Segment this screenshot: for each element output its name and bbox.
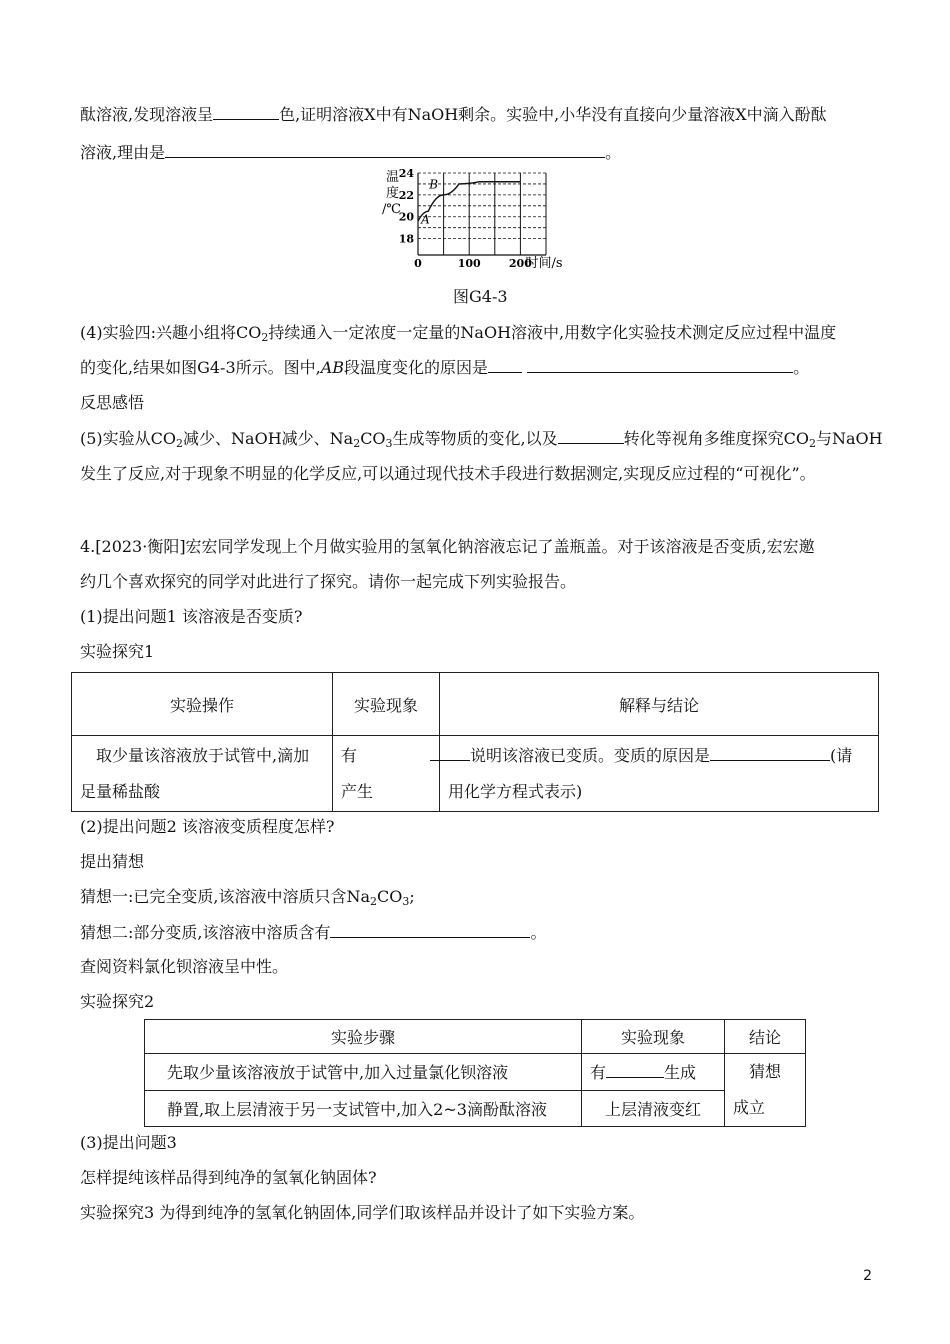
subscript: 2 (176, 437, 184, 450)
p4-line-1: 4.[2023·衡阳]宏宏同学发现上个月做实验用的氢氧化钠溶液忘记了盖瓶盖。对于该溶液是否变质,宏宏邀 (80, 537, 815, 556)
reflection-line-2: 发生了反应,对于现象不明显的化学反应,可以通过现代技术手段进行数据测定,实现反应过程的“可视化”。 (80, 464, 816, 483)
table-header: 实验操作 (72, 673, 333, 736)
table-1 (71, 672, 879, 812)
text: 色,证明溶液X中有NaOH剩余。实验中,小华没有直接向少量溶液X中滴入酚酞 (279, 105, 827, 124)
y-tick-label: 20 (398, 210, 414, 224)
text: ; (409, 887, 415, 906)
text: 有 (341, 745, 358, 765)
answer-blank[interactable] (430, 744, 470, 761)
guess-2 (80, 921, 547, 944)
text: 减少、NaOH减少、Na (183, 429, 354, 448)
subscript: 2 (353, 437, 361, 450)
answer-blank[interactable] (527, 356, 793, 373)
table-cell-conclusion (440, 736, 879, 812)
table-cell-step: 先取少量该溶液放于试管中,加入过量氯化钡溶液 (145, 1054, 582, 1091)
table-header-row (145, 1020, 806, 1054)
figure-caption: 图G4-3 (453, 287, 508, 306)
text: 说明该溶液已变质。变质的原因是 (470, 745, 711, 765)
table-2 (144, 1019, 806, 1127)
text: 有 (590, 1063, 607, 1083)
y-tick-label: 24 (398, 167, 414, 180)
text: 生成 (664, 1063, 697, 1083)
point-label-b: B (429, 177, 439, 192)
y-tick-label: 18 (398, 232, 414, 246)
intro-line-2 (80, 141, 621, 164)
q4-line-2 (80, 356, 809, 379)
answer-blank[interactable] (558, 427, 624, 444)
answer-blank[interactable] (606, 1061, 664, 1078)
text: 段温度变化的原因是 (344, 358, 489, 377)
table-cell-phenomenon: 上层清液变红 (582, 1090, 725, 1127)
answer-blank[interactable] (710, 744, 830, 761)
p4-q1: (1)提出问题1 该溶液是否变质? (80, 607, 303, 626)
subscript: 3 (402, 895, 410, 908)
text: 。 (605, 143, 622, 162)
text: CO (377, 887, 403, 906)
table-row (145, 1054, 806, 1091)
text: 生成等物质的变化,以及 (392, 429, 558, 448)
p4-explore3: 实验探究3 为得到纯净的氢氧化钠固体,同学们取该样品并设计了如下实验方案。 (80, 1203, 645, 1222)
table-row (72, 736, 879, 812)
page-number: 2 (863, 1268, 872, 1284)
text: (请 (830, 745, 853, 765)
x-tick-label: 100 (457, 257, 481, 270)
info-line: 查阅资料氯化钡溶液呈中性。 (80, 957, 289, 976)
table-header: 实验现象 (582, 1020, 725, 1054)
p4-line-2: 约几个喜欢探究的同学对此进行了探究。请你一起完成下列实验报告。 (80, 572, 577, 591)
text: (4)实验四:兴趣小组将CO (80, 323, 262, 342)
answer-blank[interactable] (488, 356, 522, 373)
table-cell-operation (72, 736, 333, 812)
p4-explore1: 实验探究1 (80, 642, 155, 661)
text: 。 (530, 923, 547, 942)
y-tick-label: 22 (398, 188, 414, 202)
answer-blank[interactable] (213, 103, 279, 120)
text: 取少量该溶液放于试管中,滴加 (96, 745, 310, 765)
y-axis-label: 温 (386, 170, 400, 185)
table-header: 结论 (725, 1020, 806, 1054)
guess-heading: 提出猜想 (80, 852, 145, 871)
x-tick-label: 0 (414, 257, 422, 270)
reflection-line-1 (80, 427, 883, 455)
answer-blank[interactable] (165, 141, 605, 158)
subscript: 2 (370, 895, 378, 908)
y-axis-label: 度 (386, 186, 400, 201)
subscript: 2 (809, 437, 817, 450)
text: 猜想二:部分变质,该溶液中溶质含有 (80, 923, 331, 942)
text: CO (360, 429, 386, 448)
table-cell-conclusion (725, 1054, 806, 1127)
text: 溶液,理由是 (80, 143, 166, 162)
text: (5)实验从CO (80, 429, 177, 448)
table-cell-step: 静置,取上层清液于另一支试管中,加入2~3滴酚酞溶液 (145, 1090, 582, 1127)
table-header: 实验现象 (333, 673, 440, 736)
y-axis-label: /℃ (382, 202, 401, 217)
table-row (145, 1090, 806, 1127)
text: 与NaOH (816, 429, 883, 448)
p4-q3: (3)提出问题3 (80, 1133, 177, 1152)
point-label-a: A (421, 212, 430, 227)
temperature-chart (380, 165, 580, 270)
x-tick-label: 200 (508, 257, 532, 270)
table-header: 实验步骤 (145, 1020, 582, 1054)
text: 持续通入一定浓度一定量的NaOH溶液中,用数字化实验技术测定反应过程中温度 (268, 323, 837, 342)
text: 酞溶液,发现溶液呈 (80, 105, 214, 124)
table-header: 解释与结论 (440, 673, 879, 736)
text: 猜想一:已完全变质,该溶液中溶质只含Na (80, 887, 371, 906)
subscript: 2 (261, 331, 269, 344)
text: 成立 (733, 1098, 766, 1117)
p4-explore2: 实验探究2 (80, 992, 155, 1011)
table-cell-phenomenon (582, 1054, 725, 1091)
table-header-row (72, 673, 879, 736)
text: 转化等视角多维度探究CO (623, 429, 810, 448)
text: 。 (793, 358, 810, 377)
table-cell-phenomenon (333, 736, 440, 812)
segment-label: AB (320, 358, 345, 377)
q4-line-1 (80, 322, 836, 349)
text: 猜想 (749, 1062, 782, 1081)
intro-line-1 (80, 103, 827, 126)
p4-q3-text: 怎样提纯该样品得到纯净的氢氧化钠固体? (80, 1168, 377, 1187)
text: 产生 (341, 781, 374, 801)
subscript: 3 (385, 437, 393, 450)
answer-blank[interactable] (330, 921, 530, 938)
x-axis-label: 时间/s (525, 256, 563, 270)
text: 足量稀盐酸 (80, 781, 161, 801)
reflection-heading: 反思感悟 (80, 393, 145, 412)
p4-q2: (2)提出问题2 该溶液变质程度怎样? (80, 817, 335, 836)
guess-1 (80, 886, 415, 913)
text: 用化学方程式表示) (448, 781, 583, 801)
text: 的变化,结果如图G4-3所示。图中, (80, 358, 321, 377)
